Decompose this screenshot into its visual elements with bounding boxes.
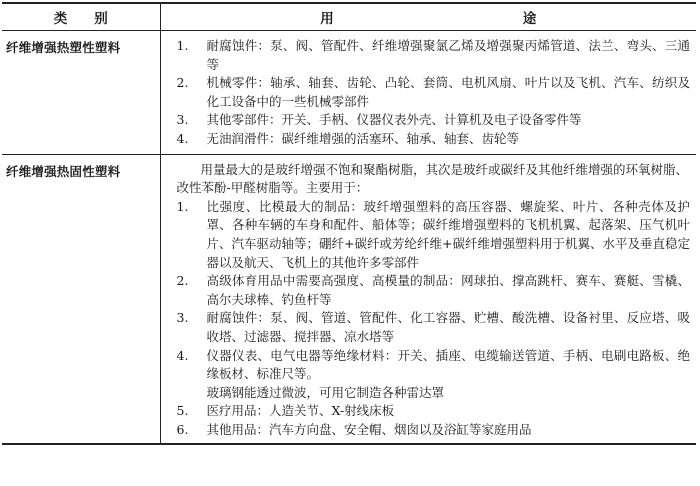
item-number: 6.	[176, 421, 189, 437]
list-item	[177, 130, 691, 149]
item-text: 仪器仪表、电气电器等绝缘材料：开关、插座、电缆输送管道、手柄、电刷电路板、绝缘板材、标准尺等。	[206, 347, 690, 382]
list-item	[177, 421, 691, 440]
item-number	[177, 384, 207, 403]
usage-table	[2, 2, 696, 445]
item-text: 耐腐蚀件：泵、阀、管道、管配件、化工容器、贮槽、酸洗槽、设备衬里、反应塔、吸收塔、过滤器、搅拌器、凉水塔等	[206, 310, 690, 344]
list-item	[177, 272, 691, 309]
item-text: 医疗用品：人造关节、X-射线床板	[206, 403, 395, 419]
list-item	[177, 74, 691, 111]
table-row-thermoset	[2, 154, 696, 444]
intro-paragraph: 用量最大的是玻纤增强不饱和聚酯树脂，其次是玻纤或碳纤及其他纤维增强的环氧树脂、改性苯酚-甲醛树脂等。主要用于：	[176, 161, 689, 196]
header-usage: 用 途	[160, 3, 696, 31]
item-number: 2.	[176, 273, 189, 289]
category-cell: 纤维增强热固性塑料	[2, 154, 160, 444]
list-item	[177, 198, 691, 272]
list-item	[177, 347, 691, 384]
item-text: 无油润滑件：碳纤维增强的活塞环、轴承、轴套、齿轮等	[206, 130, 520, 146]
list-item	[177, 402, 691, 421]
item-text: 比强度、比模最大的制品：玻纤增强塑料的高压容器、螺旋桨、叶片、各种壳体及护罩、各种车辆的车身和配件、船体等；碳纤维增强塑料的飞机机翼、起落架、压气机叶片、汽车驱动轴等；硼纤+碳纤或芳纶纤维+碳纤维增强塑料用于机翼、水平及垂直稳定器以及航天、飞机上的其他许多零部件	[206, 198, 690, 270]
category-cell: 纤维增强热塑性塑料	[2, 31, 160, 155]
table-header-row	[2, 3, 696, 31]
item-number: 4.	[176, 347, 189, 363]
list-item-note	[177, 384, 691, 403]
list-item	[177, 37, 691, 74]
item-number: 4.	[176, 130, 189, 146]
table-row-thermoplastic	[2, 31, 696, 155]
usage-table-document	[2, 2, 696, 478]
list-item	[177, 111, 691, 130]
usage-cell	[160, 31, 696, 155]
item-text: 其他零部件：开关、手柄、仪器仪表外壳、计算机及电子设备零件等	[206, 112, 582, 128]
item-text: 机械零件：轴承、轴套、齿轮、凸轮、套筒、电机风扇、叶片以及飞机、汽车、纺织及化工设备中的一些机械零部件	[206, 75, 690, 109]
item-number: 5.	[176, 403, 189, 419]
item-text: 耐腐蚀件：泵、阀、管配件、纤维增强聚氯乙烯及增强聚丙烯管道、法兰、弯头、三通等	[206, 38, 690, 72]
item-number: 3.	[176, 112, 189, 128]
item-text: 玻璃钢能透过微波，可用它制造各种雷达罩	[206, 384, 445, 400]
item-number: 3.	[176, 310, 189, 326]
item-number: 2.	[176, 75, 189, 91]
item-text: 其他用品：汽车方向盘、安全帽、烟囱以及浴缸等家庭用品	[206, 421, 532, 437]
item-text: 高级体育用品中需要高强度、高模量的制品：网球拍、撑高跳杆、赛车、赛艇、雪橇、高尔夫球棒、钓鱼杆等	[206, 273, 690, 307]
item-number: 1.	[176, 38, 189, 53]
header-category: 类 别	[2, 3, 160, 31]
usage-cell	[160, 154, 696, 444]
list-item	[177, 309, 691, 346]
item-number: 1.	[176, 198, 189, 214]
